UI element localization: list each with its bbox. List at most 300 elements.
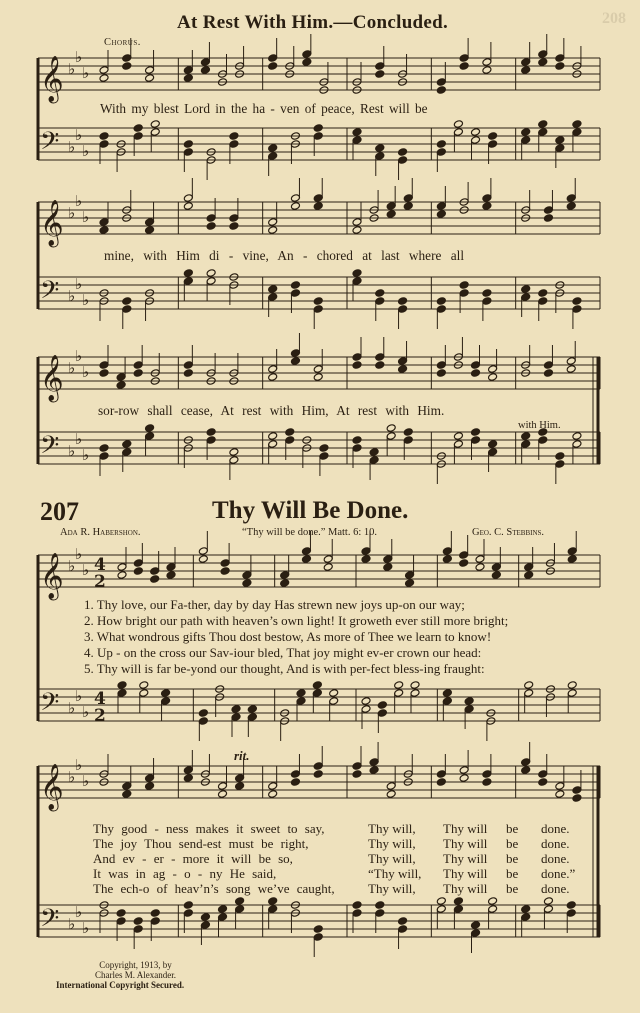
note-head (150, 575, 160, 584)
note-head (268, 293, 278, 302)
note-head (442, 555, 452, 564)
note-head (436, 297, 446, 306)
note-head (302, 58, 312, 67)
flat-icon: ♭ (75, 430, 83, 448)
flat-icon: ♭ (75, 126, 83, 144)
verse-1-second-col-4: be (506, 821, 519, 836)
note-head (521, 136, 531, 145)
note-head (290, 357, 300, 366)
note-head (206, 269, 216, 278)
note-head (183, 909, 193, 918)
copyright-notice (95, 960, 176, 980)
time-sig-bottom: 2 (94, 706, 106, 726)
treble-clef-icon: 𝄞 (40, 764, 64, 810)
note-head (235, 905, 245, 914)
note-head (403, 194, 413, 203)
flat-icon: ♭ (68, 60, 76, 78)
note-head (122, 782, 132, 791)
note-head (369, 766, 379, 775)
note-head (117, 689, 127, 698)
flat-icon: ♭ (75, 756, 83, 774)
note-head (375, 152, 385, 161)
note-head (369, 448, 379, 457)
note-head (398, 156, 408, 165)
note-head (99, 66, 109, 75)
flat-icon: ♭ (68, 557, 76, 575)
note-head (218, 782, 228, 791)
note-head (116, 909, 126, 918)
verse-4-second-col-5: done.” (541, 866, 576, 881)
note-head (183, 269, 193, 278)
flat-icon: ♭ (75, 275, 83, 293)
note-head (290, 289, 300, 298)
note-head (268, 218, 278, 227)
note-head (352, 444, 362, 453)
verse-4-second-col-2: “Thy will, (368, 866, 422, 881)
note-head (133, 132, 143, 141)
note-head (183, 74, 193, 83)
note-head (235, 782, 245, 791)
note-head (99, 74, 109, 83)
note-head (116, 381, 126, 390)
note-head (524, 571, 534, 580)
verse-3-second-col-2: Thy will, (368, 851, 416, 866)
note-head (436, 210, 446, 219)
note-head (436, 361, 446, 370)
note-head (247, 713, 257, 722)
note-head (521, 66, 531, 75)
note-head (218, 790, 228, 799)
note-head (521, 432, 531, 441)
note-head (200, 921, 210, 930)
note-head (436, 905, 446, 914)
note-head (459, 551, 469, 560)
note-head (398, 297, 408, 306)
note-head (301, 555, 311, 564)
note-head (442, 547, 452, 556)
note-head (122, 305, 132, 314)
note-head (521, 440, 531, 449)
note-head (572, 440, 582, 449)
note-head (375, 70, 385, 79)
note-head (229, 222, 239, 231)
note-head (122, 790, 132, 799)
flat-icon: ♭ (68, 204, 76, 222)
note-head (375, 361, 385, 370)
note-head (572, 786, 582, 795)
note-head (117, 563, 127, 572)
note-head (471, 428, 481, 437)
flat-icon: ♭ (82, 291, 90, 309)
verse-1-second-col-3: Thy will (443, 821, 488, 836)
copyright-line-2: Charles M. Alexander. (95, 970, 176, 980)
note-head (206, 214, 216, 223)
note-head (567, 547, 577, 556)
note-head (538, 778, 548, 787)
note-head (572, 305, 582, 314)
note-head (117, 571, 127, 580)
note-head (398, 305, 408, 314)
note-head (398, 365, 408, 374)
note-head (290, 202, 300, 211)
note-head (555, 790, 565, 799)
note-head (453, 432, 463, 441)
note-head (488, 905, 498, 914)
scripture-ref: “Thy will be done.” Matt. 6: 10. (242, 527, 378, 538)
verse-5-second-col-4: be (506, 881, 519, 896)
note-head (301, 547, 311, 556)
note-head (268, 144, 278, 153)
note-head (268, 62, 278, 71)
note-head (524, 563, 534, 572)
note-head (459, 281, 469, 290)
note-head (200, 58, 210, 67)
note-head (150, 917, 160, 926)
note-head (229, 214, 239, 223)
note-head (139, 689, 149, 698)
note-head (361, 705, 371, 714)
note-head (198, 717, 208, 726)
note-head (183, 277, 193, 286)
verse-2-first: 2. How bright our path with heaven’s own light! It groweth ever still more bright; (84, 613, 509, 628)
verse-3-second-col-3: Thy will (443, 851, 488, 866)
note-head (290, 281, 300, 290)
note-head (285, 428, 295, 437)
flat-icon: ♭ (68, 699, 76, 717)
note-head (242, 571, 252, 580)
note-head (453, 897, 463, 906)
note-head (99, 140, 109, 149)
note-head (521, 293, 531, 302)
note-head (229, 140, 239, 149)
note-head (475, 555, 485, 564)
note-head (543, 206, 553, 215)
flat-icon: ♭ (68, 287, 76, 305)
note-head (524, 681, 534, 690)
note-head (313, 770, 323, 779)
note-head (268, 54, 278, 63)
note-head (280, 571, 290, 580)
note-head (436, 86, 446, 95)
note-head (386, 782, 396, 791)
note-head (183, 774, 193, 783)
note-head (99, 218, 109, 227)
note-head (572, 120, 582, 129)
note-head (471, 921, 481, 930)
flat-icon: ♭ (75, 687, 83, 705)
note-head (488, 132, 498, 141)
note-head (133, 369, 143, 378)
note-head (329, 689, 339, 698)
note-head (296, 697, 306, 706)
verse-3-second-col-1: And ev - er - more it will be so, (93, 851, 293, 866)
flat-icon: ♭ (68, 442, 76, 460)
note-head (139, 681, 149, 690)
note-head (482, 289, 492, 298)
note-head (206, 436, 216, 445)
note-head (555, 144, 565, 153)
note-head (453, 128, 463, 137)
lyric-line-3: sor-row shall cease, At rest with Him, At rest with Him. (98, 403, 445, 418)
hymn-number: 207 (40, 497, 79, 526)
note-head (229, 132, 239, 141)
note-head (183, 766, 193, 775)
note-head (99, 361, 109, 370)
note-head (543, 214, 553, 223)
note-head (313, 925, 323, 934)
note-head (361, 555, 371, 564)
flat-icon: ♭ (75, 903, 83, 921)
note-head (285, 436, 295, 445)
note-head (133, 925, 143, 934)
ritardando-mark: rit. (234, 748, 250, 763)
note-head (319, 452, 329, 461)
note-head (377, 709, 387, 718)
note-head (352, 277, 362, 286)
note-head (268, 365, 278, 374)
note-head (313, 132, 323, 141)
lyric-line-2: mine, with Him di - vine, An - chored at last where all (104, 248, 465, 263)
note-head (218, 913, 228, 922)
note-head (122, 440, 132, 449)
verse-5-first: 5. Thy will is far be-yond our thought, And is with per-fect bless-ing fraught: (84, 661, 485, 676)
note-head (538, 50, 548, 59)
note-head (268, 440, 278, 449)
note-head (521, 913, 531, 922)
note-head (122, 297, 132, 306)
echo-lyric: with Him. (518, 420, 561, 431)
verse-3-second-col-4: be (506, 851, 519, 866)
verse-1-second-col-2: Thy will, (368, 821, 416, 836)
time-sig-bottom: 2 (94, 572, 106, 592)
note-head (377, 701, 387, 710)
flat-icon: ♭ (68, 359, 76, 377)
note-head (198, 709, 208, 718)
note-head (555, 62, 565, 71)
note-head (491, 563, 501, 572)
note-head (302, 50, 312, 59)
note-head (491, 571, 501, 580)
note-head (352, 436, 362, 445)
note-head (543, 369, 553, 378)
note-head (200, 66, 210, 75)
verse-4-second-col-3: Thy will (443, 866, 488, 881)
note-head (394, 681, 404, 690)
verse-2-second-col-4: be (506, 836, 519, 851)
flat-icon: ♭ (75, 347, 83, 365)
note-head (555, 460, 565, 469)
note-head (555, 54, 565, 63)
note-head (200, 913, 210, 922)
note-head (183, 361, 193, 370)
note-head (543, 905, 553, 914)
note-head (555, 136, 565, 145)
note-head (488, 440, 498, 449)
bass-clef-icon: 𝄢 (40, 276, 60, 311)
note-head (99, 444, 109, 453)
note-head (313, 194, 323, 203)
note-head (410, 681, 420, 690)
note-head (471, 369, 481, 378)
verse-2-second-col-3: Thy will (443, 836, 488, 851)
note-head (296, 689, 306, 698)
note-head (566, 901, 576, 910)
verse-4-second-col-1: It was in ag - o - ny He said, (93, 866, 277, 881)
note-head (464, 705, 474, 714)
note-head (567, 689, 577, 698)
note-head (116, 917, 126, 926)
note-head (410, 689, 420, 698)
note-head (235, 774, 245, 783)
verse-5-second-col-2: Thy will, (368, 881, 416, 896)
note-head (117, 681, 127, 690)
note-head (220, 567, 230, 576)
note-head (405, 579, 415, 588)
verse-3-first: 3. What wondrous gifts Thou dost bestow, As more of Thee we learn to know! (84, 629, 492, 644)
note-head (268, 152, 278, 161)
note-head (521, 758, 531, 767)
note-head (567, 681, 577, 690)
bass-clef-icon: 𝄢 (40, 431, 60, 466)
note-head (231, 705, 241, 714)
bass-clef-icon: 𝄢 (40, 904, 60, 939)
note-head (313, 305, 323, 314)
treble-clef-icon: 𝄞 (40, 56, 64, 102)
note-head (405, 571, 415, 580)
note-head (166, 563, 176, 572)
note-head (543, 361, 553, 370)
note-head (145, 424, 155, 433)
flat-icon: ♭ (75, 48, 83, 66)
note-head (436, 770, 446, 779)
treble-clef-icon: 𝄞 (40, 200, 64, 246)
treble-clef-icon: 𝄞 (40, 553, 64, 599)
note-head (145, 74, 155, 83)
note-head (268, 897, 278, 906)
note-head (538, 297, 548, 306)
note-head (442, 697, 452, 706)
note-head (436, 778, 446, 787)
note-head (290, 349, 300, 358)
note-head (352, 361, 362, 370)
note-head (122, 54, 132, 63)
note-head (403, 436, 413, 445)
verse-2-second-col-2: Thy will, (368, 836, 416, 851)
bass-clef-icon: 𝄢 (40, 688, 60, 723)
note-head (398, 148, 408, 157)
verse-2-second-col-1: The joy Thou send-est must be right, (93, 836, 309, 851)
note-head (133, 567, 143, 576)
note-head (150, 567, 160, 576)
note-head (268, 432, 278, 441)
note-head (543, 897, 553, 906)
verse-5-second-col-5: done. (541, 881, 570, 896)
flat-icon: ♭ (75, 192, 83, 210)
note-head (99, 369, 109, 378)
note-head (206, 222, 216, 231)
note-head (99, 132, 109, 141)
note-head (566, 202, 576, 211)
note-head (398, 917, 408, 926)
note-head (352, 353, 362, 362)
note-head (482, 66, 492, 75)
note-head (268, 285, 278, 294)
note-head (436, 369, 446, 378)
flat-icon: ♭ (75, 545, 83, 563)
note-head (572, 128, 582, 137)
note-head (386, 790, 396, 799)
note-head (482, 770, 492, 779)
note-head (145, 432, 155, 441)
note-head (229, 456, 239, 465)
note-head (268, 905, 278, 914)
note-head (352, 226, 362, 235)
note-head (521, 285, 531, 294)
flat-icon: ♭ (82, 142, 90, 160)
note-head (436, 202, 446, 211)
note-head (471, 128, 481, 137)
note-head (475, 563, 485, 572)
note-head (161, 689, 171, 698)
note-head (313, 933, 323, 942)
note-head (133, 917, 143, 926)
note-head (403, 202, 413, 211)
note-head (183, 194, 193, 203)
note-head (572, 432, 582, 441)
flat-icon: ♭ (82, 363, 90, 381)
note-head (183, 202, 193, 211)
flat-icon: ♭ (82, 64, 90, 82)
note-head (566, 357, 576, 366)
note-head (459, 289, 469, 298)
note-head (521, 766, 531, 775)
note-head (386, 210, 396, 219)
note-head (198, 555, 208, 564)
note-head (290, 778, 300, 787)
note-head (482, 778, 492, 787)
note-head (280, 579, 290, 588)
note-head (555, 452, 565, 461)
note-head (352, 269, 362, 278)
note-head (538, 770, 548, 779)
note-head (386, 424, 396, 433)
note-head (398, 925, 408, 934)
note-head (145, 226, 155, 235)
verse-3-second-col-5: done. (541, 851, 570, 866)
note-head (471, 436, 481, 445)
note-head (566, 365, 576, 374)
flat-icon: ♭ (82, 208, 90, 226)
note-head (572, 297, 582, 306)
note-head (459, 766, 469, 775)
note-head (183, 140, 193, 149)
flat-icon: ♭ (68, 768, 76, 786)
note-head (482, 58, 492, 67)
note-head (361, 697, 371, 706)
verse-5-second-col-3: Thy will (443, 881, 488, 896)
flat-icon: ♭ (82, 446, 90, 464)
note-head (235, 897, 245, 906)
note-head (488, 448, 498, 457)
note-head (145, 218, 155, 227)
note-head (247, 705, 257, 714)
flat-icon: ♭ (82, 919, 90, 937)
note-head (133, 361, 143, 370)
note-head (161, 697, 171, 706)
note-head (566, 194, 576, 203)
note-head (183, 369, 193, 378)
note-head (206, 277, 216, 286)
